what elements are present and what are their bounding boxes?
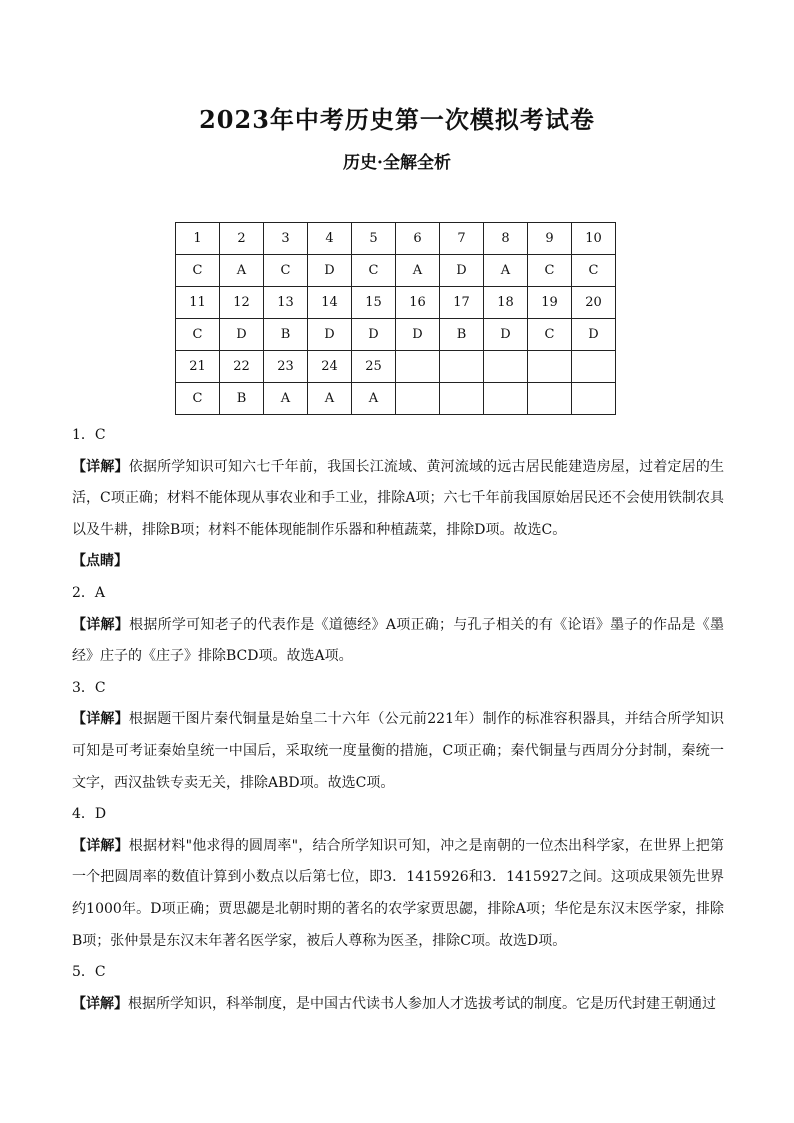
item-2-detail	[72, 610, 724, 673]
answer-letter-cell: D	[396, 319, 440, 351]
item-2-number: 2．A	[72, 584, 106, 601]
answer-letter-cell: B	[220, 383, 264, 415]
question-number-cell: 3	[264, 223, 308, 255]
question-number-cell: 21	[176, 351, 220, 383]
answer-letter-cell: D	[308, 255, 352, 287]
answer-letter-cell	[528, 383, 572, 415]
item-1-detail	[72, 452, 724, 547]
explanations	[72, 420, 724, 1020]
answer-table-row	[176, 255, 616, 287]
question-number-cell: 22	[220, 351, 264, 383]
question-number-cell: 1	[176, 223, 220, 255]
detail-tag: 【详解】	[72, 616, 130, 633]
item-3-detail	[72, 704, 724, 799]
detail-tag: 【详解】	[72, 458, 129, 475]
detail-text: 根据题干图片秦代铜量是始皇二十六年（公元前221年）制作的标准容积器具，并结合所学知识可知是可考证秦始皇统一中国后，采取统一度量衡的措施，C项正确；秦代铜量与西周分分封制，秦统一文字，西汉盐铁专卖无关，排除ABD项。故选C项。	[72, 711, 724, 791]
answer-letter-cell: A	[308, 383, 352, 415]
answer-table-row	[176, 351, 616, 383]
answer-letter-cell: D	[572, 319, 616, 351]
question-number-cell: 16	[396, 287, 440, 319]
answer-letter-cell: C	[176, 319, 220, 351]
item-1-comment	[72, 546, 724, 578]
detail-tag: 【详解】	[72, 711, 129, 728]
answer-letter-cell: D	[484, 319, 528, 351]
item-4-number: 4．D	[72, 806, 107, 823]
question-number-cell: 20	[572, 287, 616, 319]
question-number-cell: 10	[572, 223, 616, 255]
question-number-cell: 4	[308, 223, 352, 255]
question-number-cell: 6	[396, 223, 440, 255]
answer-letter-cell: C	[572, 255, 616, 287]
detail-text: 依据所学知识可知六七千年前，我国长江流域、黄河流域的远古居民能建造房屋，过着定居的生活，C项正确；材料不能体现从事农业和手工业，排除A项；六七千年前我国原始居民还不会使用铁制农具以及牛耕，排除B项；材料不能体现能制作乐器和种植蔬菜，排除D项。故选C。	[72, 458, 725, 538]
answer-letter-cell: A	[220, 255, 264, 287]
answer-letter-cell: A	[352, 383, 396, 415]
question-number-cell: 12	[220, 287, 264, 319]
item-1-number: 1．C	[72, 427, 106, 443]
answer-letter-cell: A	[396, 255, 440, 287]
answer-letter-cell: B	[440, 319, 484, 351]
answer-table-row	[176, 287, 616, 319]
question-number-cell: 11	[176, 287, 220, 319]
question-number-cell: 2	[220, 223, 264, 255]
question-number-cell: 9	[528, 223, 572, 255]
question-number-cell	[484, 351, 528, 383]
question-number-cell: 8	[484, 223, 528, 255]
question-number-cell: 15	[352, 287, 396, 319]
question-number-cell	[572, 351, 616, 383]
question-number-cell: 13	[264, 287, 308, 319]
question-number-cell: 19	[528, 287, 572, 319]
answer-letter-cell: C	[264, 255, 308, 287]
answer-letter-cell: C	[528, 319, 572, 351]
item-4-detail	[72, 831, 724, 957]
question-number-cell: 18	[484, 287, 528, 319]
page-title: 2023年中考历史第一次模拟考试卷	[199, 105, 595, 134]
answer-letter-cell: D	[440, 255, 484, 287]
question-number-cell	[396, 351, 440, 383]
question-number-cell: 24	[308, 351, 352, 383]
item-5-number: 5．C	[72, 964, 106, 981]
answer-table	[175, 222, 616, 415]
question-number-cell: 14	[308, 287, 352, 319]
answer-letter-cell: B	[264, 319, 308, 351]
answer-letter-cell: D	[220, 319, 264, 351]
question-number-cell: 23	[264, 351, 308, 383]
detail-tag: 【详解】	[72, 995, 128, 1012]
answer-letter-cell: A	[484, 255, 528, 287]
question-number-cell: 17	[440, 287, 484, 319]
item-5-detail	[72, 989, 724, 1021]
answer-letter-cell	[572, 383, 616, 415]
answer-letter-cell: A	[264, 383, 308, 415]
answer-table-row	[176, 319, 616, 351]
answer-table-row	[176, 223, 616, 255]
comment-tag: 【点睛】	[72, 553, 128, 570]
answer-letter-cell	[484, 383, 528, 415]
detail-text: 根据所学可知老子的代表作是《道德经》A项正确；与孔子相关的有《论语》墨子的作品是《墨经》庄子的《庄子》排除BCD项。故选A项。	[72, 616, 725, 665]
question-number-cell: 7	[440, 223, 484, 255]
answer-letter-cell: C	[352, 255, 396, 287]
question-number-cell: 5	[352, 223, 396, 255]
question-number-cell: 25	[352, 351, 396, 383]
item-3-number: 3．C	[72, 679, 106, 696]
detail-text: 根据材料"他求得的圆周率"，结合所学知识可知，冲之是南朝的一位杰出科学家，在世界上把第一个把圆周率的数值计算到小数点以后第七位，即3．1415926和3．1415927之间。这项成果领先世界约1000年。D项正确；贾思勰是北朝时期的著名的农学家贾思勰，排除A项；华佗是东汉末医学家，排除B项；张仲景是东汉末年著名医学家，被后人尊称为医圣，排除C项。故选D项。	[72, 837, 724, 949]
answer-letter-cell	[396, 383, 440, 415]
page-subtitle: 历史·全解全析	[343, 153, 451, 173]
answer-letter-cell: C	[176, 255, 220, 287]
answer-table-row	[176, 383, 616, 415]
question-number-cell	[528, 351, 572, 383]
detail-text: 根据所学知识，科举制度，是中国古代读书人参加人才选拔考试的制度。它是历代封建王朝通过	[128, 995, 716, 1012]
answer-letter-cell: D	[352, 319, 396, 351]
detail-tag: 【详解】	[72, 837, 129, 854]
answer-letter-cell: C	[176, 383, 220, 415]
question-number-cell	[440, 351, 484, 383]
answer-letter-cell: C	[528, 255, 572, 287]
answer-letter-cell	[440, 383, 484, 415]
answer-letter-cell: D	[308, 319, 352, 351]
